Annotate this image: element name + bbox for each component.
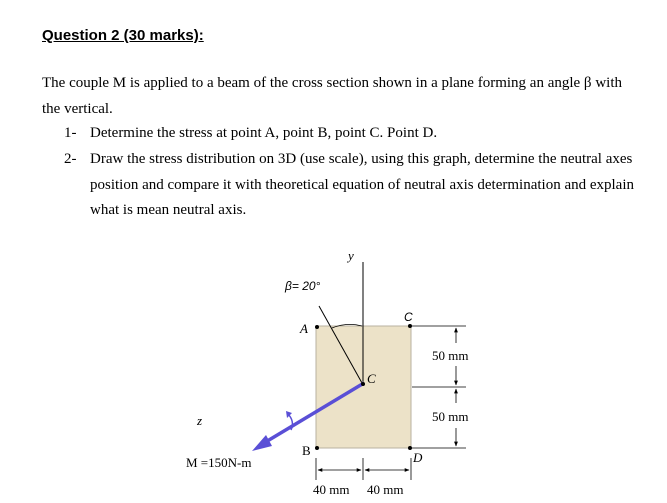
item-text: Draw the stress distribution on 3D (use scale), using this graph, determine the neutral axes position and compare it with theoretical equation of neutral axis determination and explain what is mean neutral axis. — [90, 151, 634, 218]
centroid-label: C — [367, 371, 376, 386]
item-number: 2- — [64, 151, 77, 167]
point-a-label: A — [300, 321, 308, 336]
moment-arrowhead — [252, 435, 272, 451]
point-d-dot — [408, 446, 412, 450]
item-number: 1- — [64, 125, 77, 141]
dim-upper-label: 50 mm — [432, 348, 469, 363]
point-b-dot — [315, 446, 319, 450]
item-text: Determine the stress at point A, point B, point C. Point D. — [90, 125, 438, 141]
dim-lower-label: 50 mm — [432, 409, 469, 424]
question-title: Question 2 (30 marks): — [42, 27, 204, 44]
point-b-label: B — [302, 443, 311, 458]
point-c-label: C — [404, 310, 413, 324]
dim-left-label: 40 mm — [313, 482, 350, 497]
y-axis-label: y — [348, 248, 354, 263]
centroid-dot — [361, 382, 365, 386]
point-c-dot — [408, 324, 412, 328]
question-intro: The couple M is applied to a beam of the cross section shown in a plane forming an angle β with the vertical. — [42, 75, 622, 117]
beta-angle-label: β= 20° — [285, 279, 321, 293]
point-a-dot — [315, 325, 319, 329]
z-axis-label: z — [197, 413, 203, 428]
moment-label: M =150N-m — [186, 455, 252, 470]
point-d-label: D — [413, 450, 423, 465]
dim-right-label: 40 mm — [367, 482, 404, 497]
